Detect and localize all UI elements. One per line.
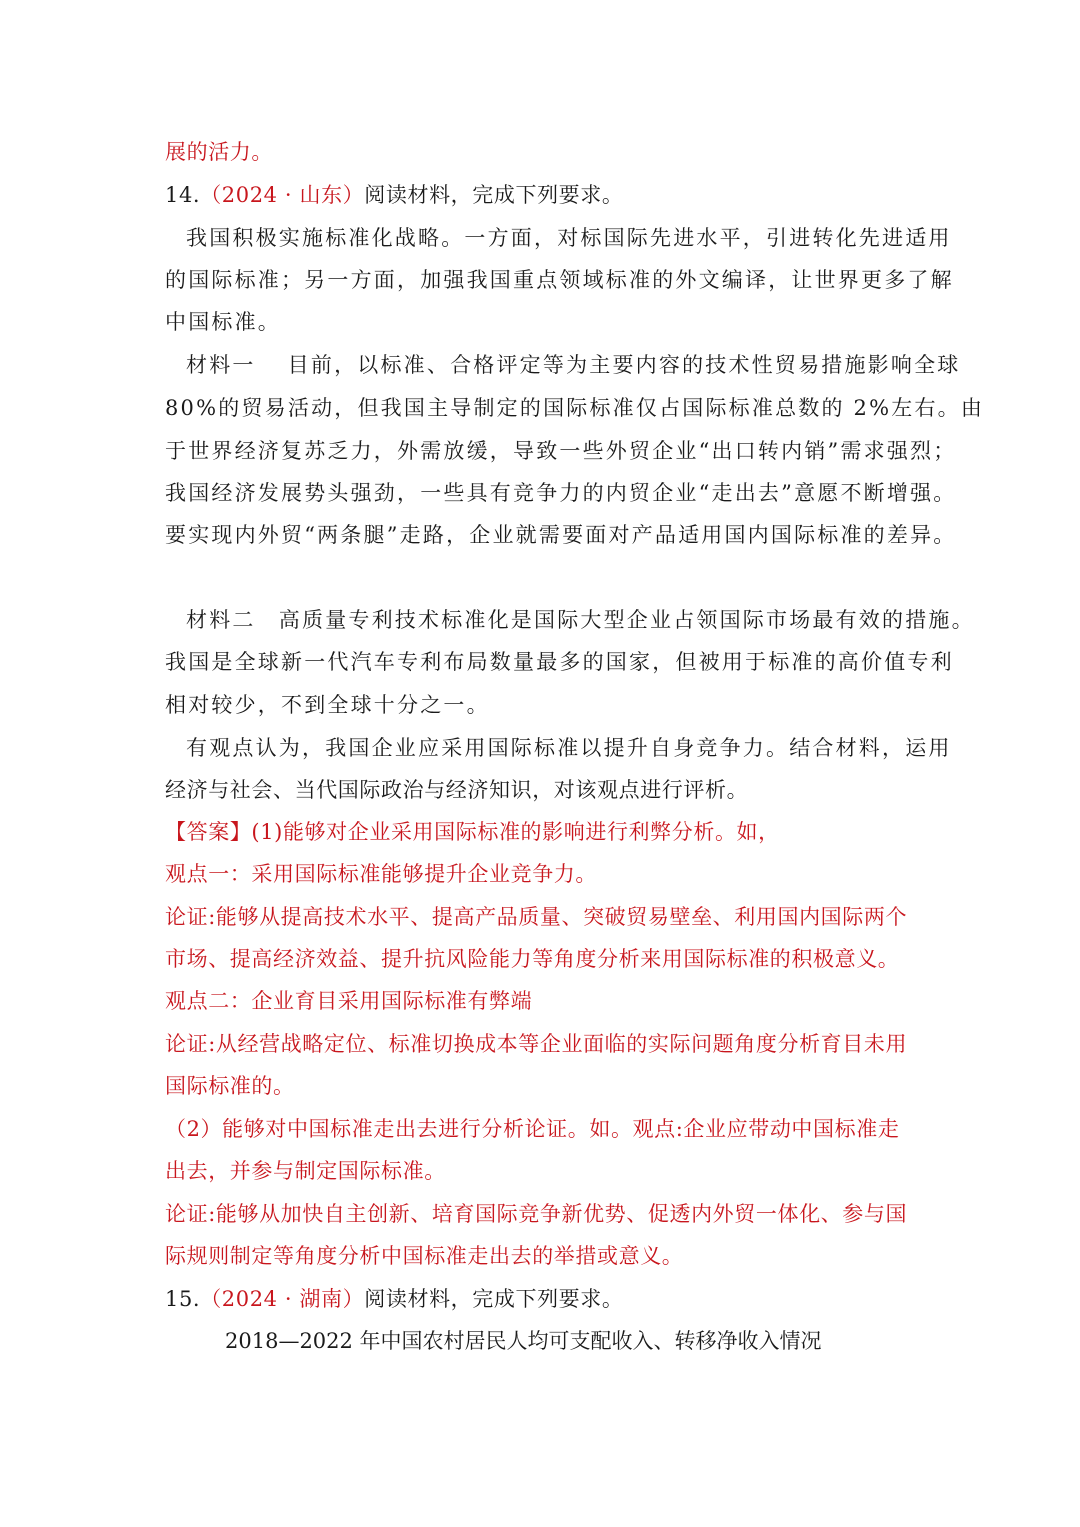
answer-line: 【答案】(1)能够对企业采用国际标准的影响进行利弊分析。如， (165, 820, 780, 844)
table-caption: 2018—2022 年中国农村居民人均可支配收入、转移净收入情况 (225, 1329, 822, 1353)
answer-line: 论证:能够从加快自主创新、培育国际竞争新优势、促透内外贸一体化、参与国 (165, 1202, 908, 1226)
question-prompt-line: 经济与社会、当代国际政治与经济知识，对该观点进行评析。 (165, 778, 749, 802)
question-14-header (165, 180, 623, 210)
material-one-line: 80%的贸易活动，但我国主导制定的国际标准仅占国际标准总数的 2%左右。由 (165, 396, 985, 420)
answer-continuation: 展的活力。 (165, 140, 273, 164)
material-two-line: 相对较少，不到全球十分之一。 (165, 693, 490, 717)
question-instruction: 阅读材料，完成下列要求。 (364, 183, 624, 207)
paragraph-line: 中国标准。 (165, 310, 281, 334)
question-number: 14. (165, 183, 201, 207)
material-one-line: 我国经济发展势头强劲，一些具有竞争力的内贸企业“走出去”意愿不断增强。 (165, 481, 957, 505)
answer-line: 市场、提高经济效益、提升抗风险能力等角度分析来用国际标准的积极意义。 (165, 947, 900, 971)
material-one-line: 材料一 目前，以标准、合格评定等为主要内容的技术性贸易措施影响全球 (186, 353, 961, 377)
answer-line: 观点一：采用国际标准能够提升企业竞争力。 (165, 862, 597, 886)
answer-line: 国际标准的。 (165, 1074, 295, 1098)
question-source: （2024 · 山东） (200, 183, 365, 207)
answer-line: 际规则制定等角度分析中国标准走出去的举措或意义。 (165, 1244, 684, 1268)
question-prompt-line: 有观点认为，我国企业应采用国际标准以提升自身竞争力。结合材料，运用 (186, 736, 952, 760)
material-one-line: 于世界经济复苏乏力，外需放缓，导致一些外贸企业“出口转内销”需求强烈； (165, 439, 957, 463)
paragraph-line: 我国积极实施标准化战略。一方面，对标国际先进水平，引进转化先进适用 (186, 226, 952, 250)
question-number: 15. (165, 1287, 201, 1311)
paragraph-line: 的国际标准；另一方面，加强我国重点领域标准的外文编译，让世界更多了解 (165, 268, 954, 292)
answer-line: 论证:能够从提高技术水平、提高产品质量、突破贸易壁垒、利用国内国际两个 (165, 905, 908, 929)
answer-line: （2）能够对中国标准走出去进行分析论证。如。观点:企业应带动中国标准走 (165, 1117, 900, 1141)
answer-line: 出去，并参与制定国际标准。 (165, 1159, 446, 1183)
material-two-line: 我国是全球新一代汽车专利布局数量最多的国家，但被用于标准的高价值专利 (165, 650, 954, 674)
question-instruction: 阅读材料，完成下列要求。 (364, 1287, 624, 1311)
material-one-line: 要实现内外贸“两条腿”走路，企业就需要面对产品适用国内国际标准的差异。 (165, 523, 957, 547)
material-two-line: 材料二 高质量专利技术标准化是国际大型企业占领国际市场最有效的措施。 (186, 608, 975, 632)
answer-line: 论证:从经营战略定位、标准切换成本等企业面临的实际问题角度分析育目未用 (165, 1032, 908, 1056)
answer-line: 观点二：企业育目采用国际标准有弊端 (165, 989, 533, 1013)
question-source: （2024 · 湖南） (200, 1287, 365, 1311)
question-15-header (165, 1284, 623, 1314)
